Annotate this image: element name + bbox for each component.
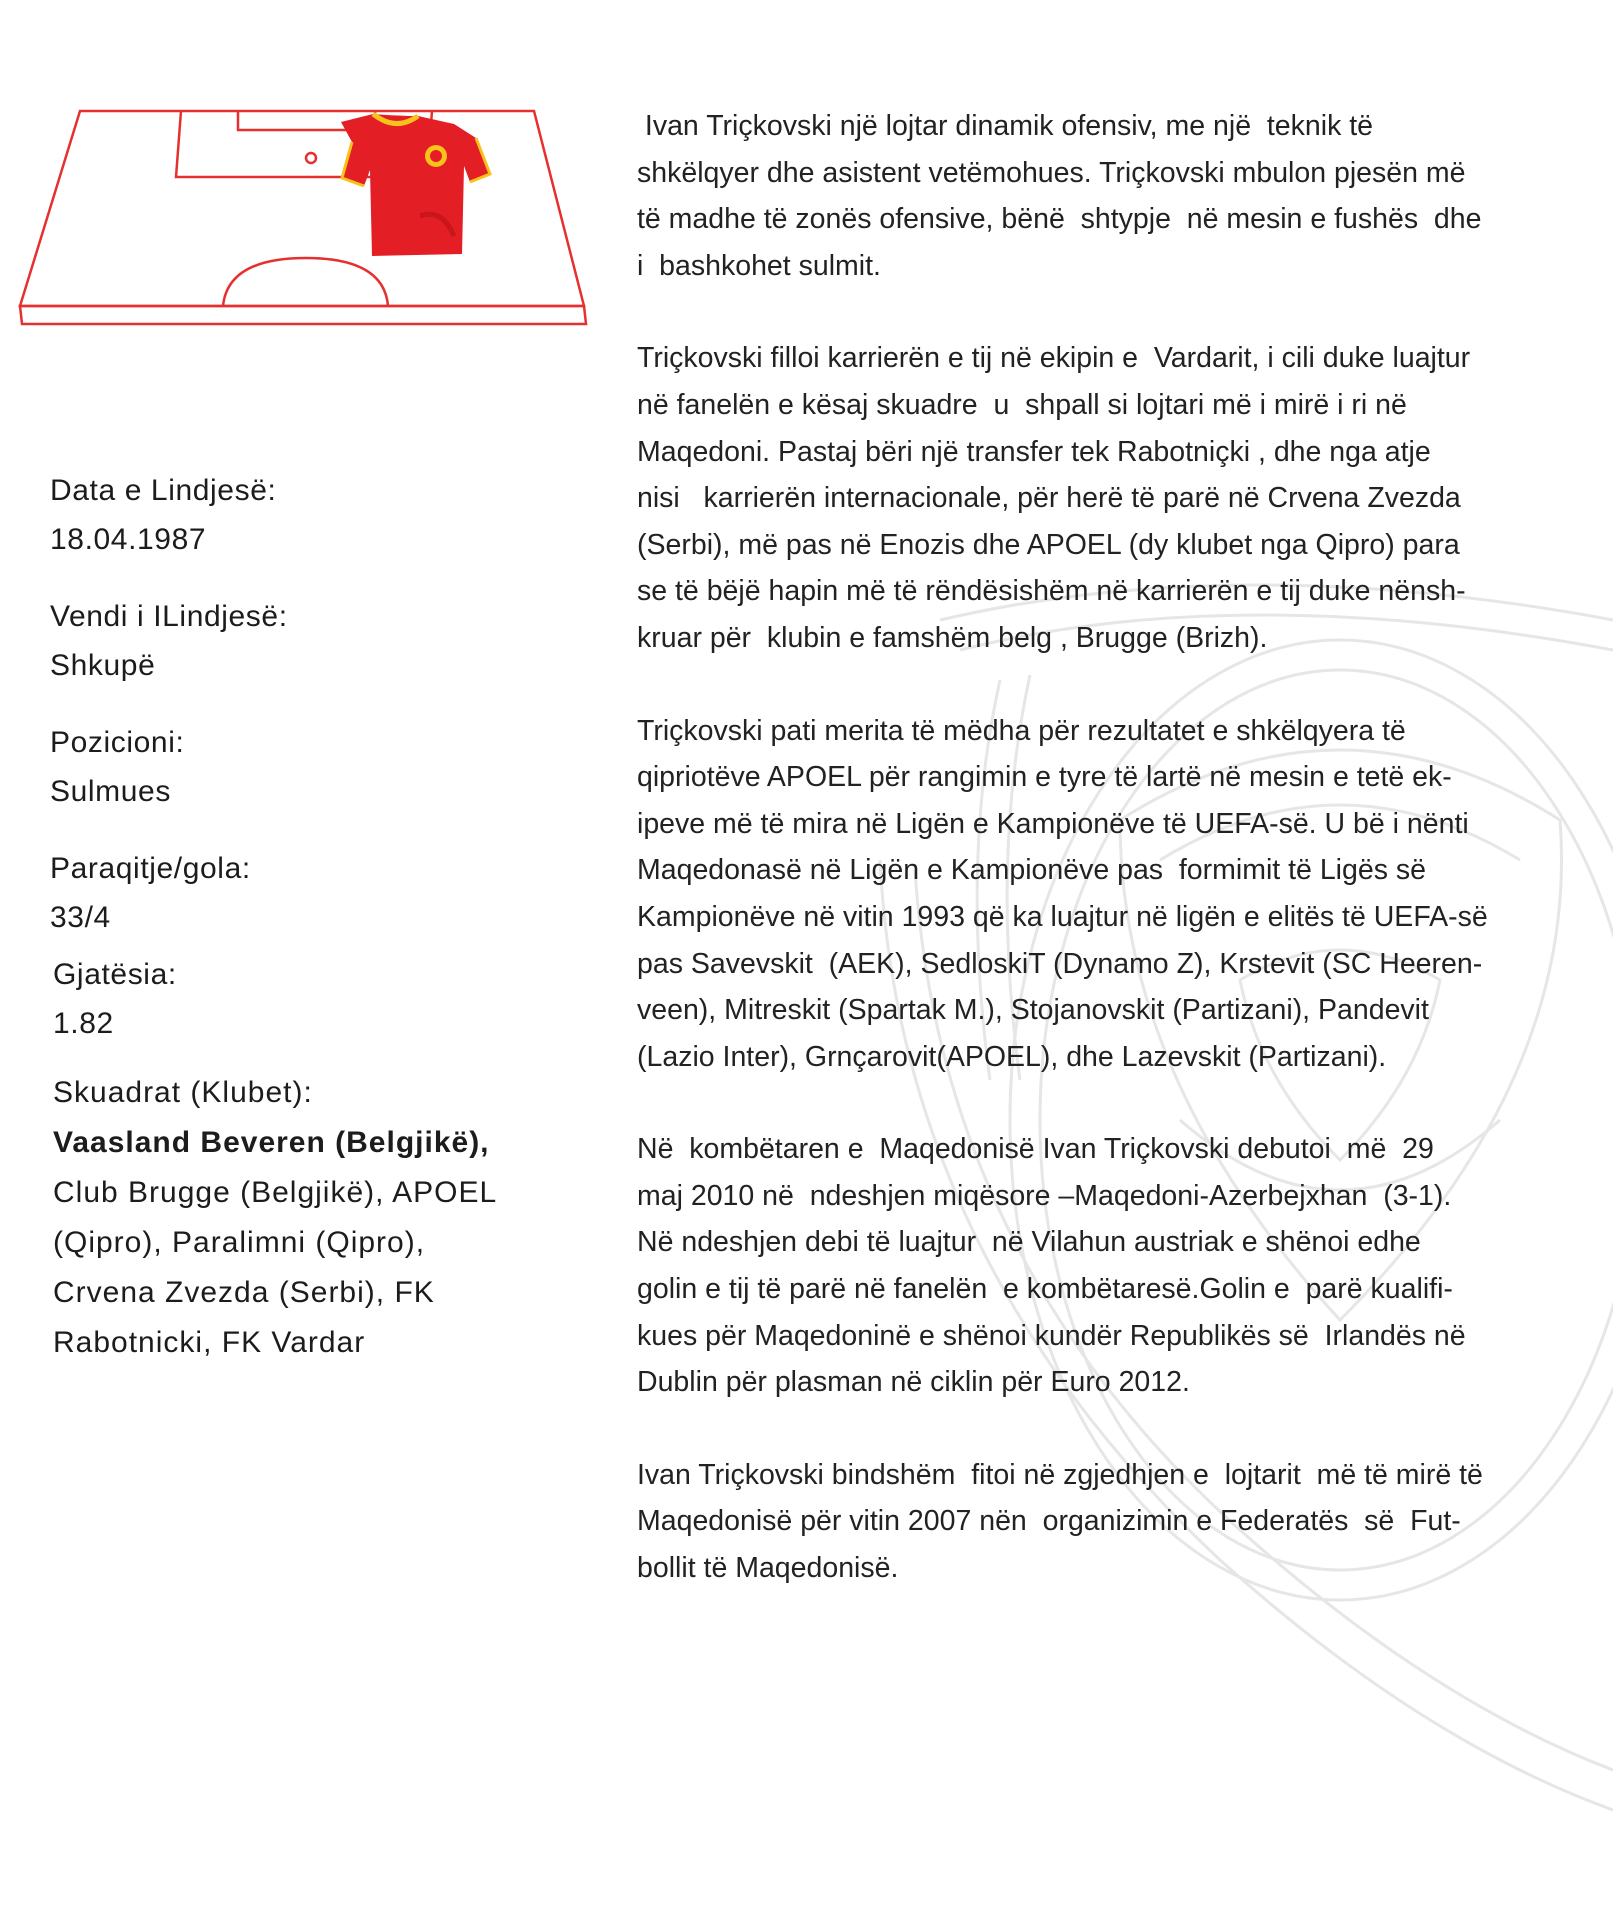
bio-line: nisi karrierën internacionale, për herë të parë në Crvena Zvezda [637,482,1461,515]
player-info-panel [50,466,550,1368]
bio-line: golin e tij të parë në fanelën e kombëtaresë.Golin e parë kualifi- [637,1273,1453,1306]
bio-line: Maqedonisë për vitin 2007 nën organizimin e Federatës së Fut- [637,1505,1461,1538]
birth-date-label: Data e Lindjesë: [50,474,277,507]
bio-line: në fanelën e kësaj skuadre u shpall si lojtari më i mirë i ri në [637,388,1407,421]
position-label: Pozicioni: [50,726,185,759]
bio-paragraph-4 [637,1126,1587,1406]
bio-line: Ivan Triçkovski një lojtar dinamik ofensiv, me një teknik të [637,110,1374,142]
clubs-label: Skuadrat (Klubet): [53,1076,313,1109]
bio-line: Në ndeshjen debi të luajtur në Vilahun austriak e shënoi edhe [637,1226,1421,1259]
bio-paragraph-1 [637,103,1587,289]
jersey-icon [341,114,490,256]
birth-place-group [50,592,550,690]
bio-line: se të bëjë hapin më të rëndësishëm në karrierën e tij duke nënsh- [637,575,1466,608]
clubs-group [50,1068,550,1368]
bio-paragraph-2 [637,335,1587,661]
bio-line: Triçkovski filloi karrierën e tij në ekipin e Vardarit, i cili duke luajtur [637,342,1471,375]
height-value: 1.82 [53,1007,114,1040]
biography [637,103,1587,1638]
position-value: Sulmues [50,775,171,808]
bio-paragraph-5 [637,1452,1587,1592]
bio-line: Triçkovski pati merita të mëdha për rezultatet e shkëlqyera të [637,714,1406,747]
bio-line: kues për Maqedoninë e shënoi kundër Republikës së Irlandës në [637,1319,1466,1352]
bio-line: ipeve më të mira në Ligën e Kampionëve të UEFA-së. U bë i nënti [637,807,1469,840]
caps-group [50,844,550,942]
birth-place-value: Shkupë [50,649,156,682]
bio-line: të madhe të zonës ofensive, bënë shtypje në mesin e fushës dhe [637,203,1482,236]
birth-place-label: Vendi i ILindjesë: [50,600,288,633]
bio-line: Ivan Triçkovski bindshëm fitoi në zgjedhjen e lojtarit më të mirë të [637,1458,1483,1491]
bio-line: shkëlqyer dhe asistent vetëmohues. Triçkovski mbulon pjesën më [637,156,1466,189]
bio-line: qipriotëve APOEL për rangimin e tyre të lartë në mesin e tetë ek- [637,761,1452,794]
bio-line: (Lazio Inter), Grnçarovit(APOEL), dhe Lazevskit (Partizani). [637,1040,1387,1073]
bio-line: pas Savevskit (AEK), SedloskiT (Dynamo Z), Krstevit (SC Heeren- [637,947,1483,980]
clubs-current: Vaasland Beveren (Belgjikë), [53,1126,490,1159]
bio-line: Në kombëtaren e Maqedonisë Ivan Triçkovski debutoi më 29 [637,1133,1434,1166]
birth-date-value: 18.04.1987 [50,523,207,556]
bio-line: Kampionëve në vitin 1993 që ka luajtur në ligën e elitës të UEFA-së [637,900,1488,933]
height-group [50,950,550,1048]
clubs-line: (Qipro), Paralimni (Qipro), [53,1226,426,1259]
position-group [50,718,550,816]
bio-line: (Serbi), më pas në Enozis dhe APOEL (dy klubet nga Qipro) para [637,528,1460,561]
bio-line: maj 2010 në ndeshjen miqësore –Maqedoni-Azerbejxhan (3-1). [637,1179,1452,1212]
bio-line: bollit të Maqedonisë. [637,1552,899,1585]
bio-paragraph-3 [637,708,1587,1081]
clubs-line: Crvena Zvezda (Serbi), FK [53,1276,435,1309]
bio-line: i bashkohet sulmit. [637,249,881,282]
bio-line: veen), Mitreskit (Spartak M.), Stojanovskit (Partizani), Pandevit [637,994,1429,1027]
bio-line: kruar për klubin e famshëm belg , Brugge (Brizh). [637,621,1268,654]
bio-line: Maqedoni. Pastaj bëri një transfer tek Rabotniçki , dhe nga atje [637,435,1431,468]
bio-line: Maqedonasë në Ligën e Kampionëve pas formimit të Ligës së [637,854,1426,887]
football-pitch-icon [18,108,598,338]
birth-date-group [50,466,550,564]
caps-label: Paraqitje/gola: [50,852,251,885]
caps-value: 33/4 [50,901,111,934]
clubs-line: Club Brugge (Belgjikë), APOEL [53,1176,498,1209]
height-label: Gjatësia: [53,958,177,991]
bio-line: Dublin për plasman në ciklin për Euro 2012. [637,1366,1190,1399]
clubs-line: Rabotnicki, FK Vardar [53,1326,366,1359]
